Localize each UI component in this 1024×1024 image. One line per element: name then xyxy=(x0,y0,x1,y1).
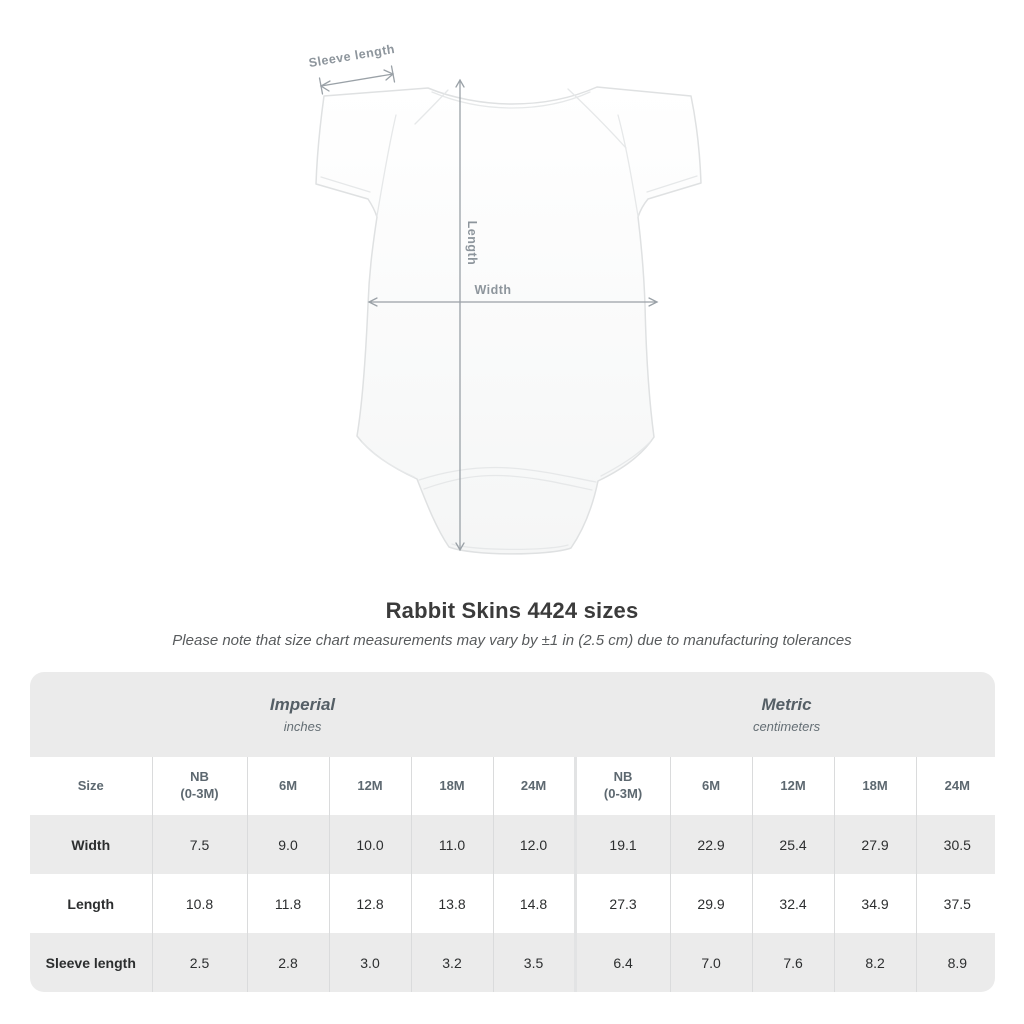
size-corner-label: Size xyxy=(30,757,152,815)
width-metric-value: 22.9 xyxy=(670,815,752,874)
length-metric-value: 37.5 xyxy=(916,874,995,933)
size-col-header-metric-18m: 18M xyxy=(834,757,916,815)
sleeve-imperial-value: 3.2 xyxy=(411,933,493,992)
length-label: Length xyxy=(465,220,479,266)
size-col-label: NB xyxy=(613,769,633,785)
sleeve-metric-value: 8.2 xyxy=(834,933,916,992)
width-imperial-value: 10.0 xyxy=(329,815,411,874)
size-col-header-metric-6m: 6M xyxy=(670,757,752,815)
size-col-header-metric-nb xyxy=(575,757,670,815)
size-col-header-metric-24m: 24M xyxy=(916,757,995,815)
sleeve-length-label: Sleeve length xyxy=(307,41,396,71)
length-imperial-value: 10.8 xyxy=(152,874,247,933)
row-label-length: Length xyxy=(30,874,152,933)
length-metric-value: 34.9 xyxy=(834,874,916,933)
width-metric-value: 25.4 xyxy=(752,815,834,874)
metric-section-title: Metric xyxy=(761,695,812,714)
metric-section-header xyxy=(575,672,995,757)
size-col-label: NB xyxy=(190,769,209,785)
sleeve-metric-value: 8.9 xyxy=(916,933,995,992)
size-col-header-imperial-nb xyxy=(152,757,247,815)
sleeve-imperial-value: 2.5 xyxy=(152,933,247,992)
size-col-header-imperial-18m: 18M xyxy=(411,757,493,815)
unit-band-row xyxy=(30,672,995,757)
page-title: Rabbit Skins 4424 sizes xyxy=(385,598,639,623)
width-metric-value: 30.5 xyxy=(916,815,995,874)
width-label: Width xyxy=(474,283,512,297)
imperial-section-header xyxy=(30,672,575,757)
length-imperial-value: 14.8 xyxy=(493,874,575,933)
width-metric-value: 19.1 xyxy=(575,815,670,874)
row-label-width: Width xyxy=(30,815,152,874)
imperial-section-title: Imperial xyxy=(269,695,336,714)
sleeve-imperial-value: 3.0 xyxy=(329,933,411,992)
size-col-header-imperial-12m: 12M xyxy=(329,757,411,815)
tolerance-note: Please note that size chart measurements may vary by ±1 in (2.5 cm) due to manufacturing tolerances xyxy=(172,632,852,649)
length-row xyxy=(30,874,995,933)
size-col-header-imperial-24m: 24M xyxy=(493,757,575,815)
size-col-header-metric-12m: 12M xyxy=(752,757,834,815)
sleeve-metric-value: 6.4 xyxy=(575,933,670,992)
sleeve-length-arrow xyxy=(320,66,395,94)
length-imperial-value: 13.8 xyxy=(411,874,493,933)
length-metric-value: 29.9 xyxy=(670,874,752,933)
size-header-row xyxy=(30,757,995,815)
sleeve-length-row xyxy=(30,933,995,992)
size-col-sublabel: (0-3M) xyxy=(603,786,643,801)
size-col-sublabel: (0-3M) xyxy=(180,786,219,801)
sleeve-imperial-value: 2.8 xyxy=(247,933,329,992)
width-imperial-value: 12.0 xyxy=(493,815,575,874)
imperial-section-unit: inches xyxy=(283,719,322,734)
sleeve-imperial-value: 3.5 xyxy=(493,933,575,992)
length-metric-value: 27.3 xyxy=(575,874,670,933)
sleeve-metric-value: 7.0 xyxy=(670,933,752,992)
onesie-body-outline xyxy=(316,87,701,554)
width-row xyxy=(30,815,995,874)
row-label-sleeve-length: Sleeve length xyxy=(30,933,152,992)
width-metric-value: 27.9 xyxy=(834,815,916,874)
sleeve-metric-value: 7.6 xyxy=(752,933,834,992)
metric-section-unit: centimeters xyxy=(752,719,821,734)
width-imperial-value: 9.0 xyxy=(247,815,329,874)
width-imperial-value: 11.0 xyxy=(411,815,493,874)
size-col-header-imperial-6m: 6M xyxy=(247,757,329,815)
length-metric-value: 32.4 xyxy=(752,874,834,933)
size-chart-table xyxy=(30,672,995,992)
width-imperial-value: 7.5 xyxy=(152,815,247,874)
length-imperial-value: 11.8 xyxy=(247,874,329,933)
length-imperial-value: 12.8 xyxy=(329,874,411,933)
